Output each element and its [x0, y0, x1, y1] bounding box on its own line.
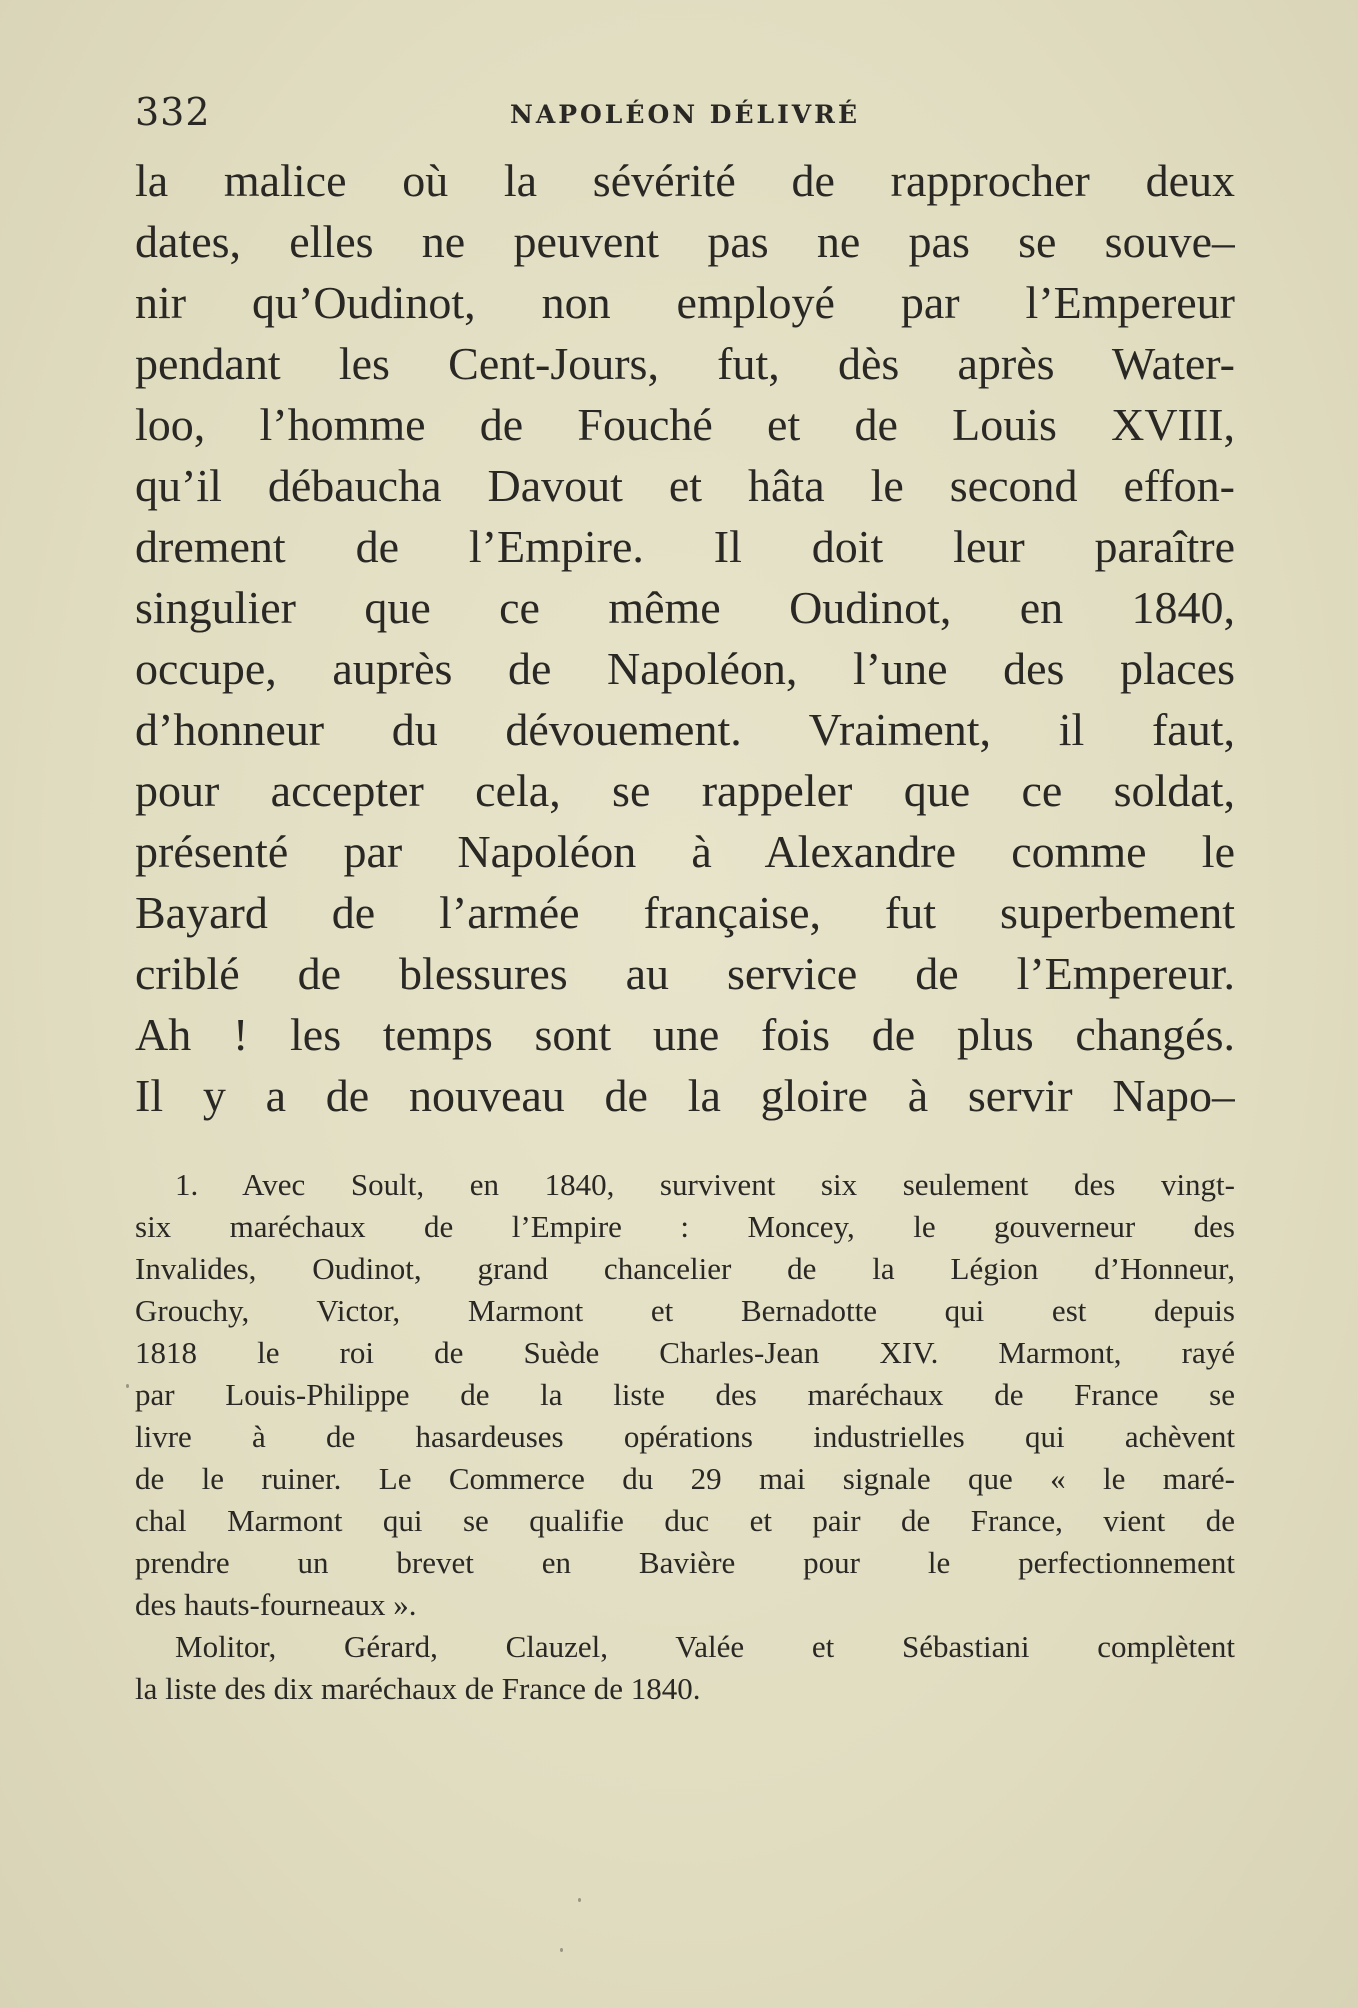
body-line: occupe, auprès de Napoléon, l’une des places — [135, 643, 1235, 694]
footnote-line: la liste des dix maréchaux de France de 1840. — [135, 1671, 701, 1706]
footnote-line: Molitor, Gérard, Clauzel, Valée et Sébastiani complètent — [175, 1629, 1235, 1664]
footnote-line: des hauts-fourneaux ». — [135, 1587, 417, 1622]
footnote-line: chal Marmont qui se qualifie duc et pair de France, vient de — [135, 1503, 1235, 1538]
footnote-line: par Louis-Philippe de la liste des maréchaux de France se — [135, 1377, 1235, 1412]
paper-fleck — [126, 1384, 129, 1388]
footnote-line: prendre un brevet en Bavière pour le perfectionnement — [135, 1545, 1235, 1580]
paper-fleck — [578, 1898, 581, 1902]
body-line: dates, elles ne peuvent pas ne pas se souve– — [135, 216, 1235, 267]
footnote-line: de le ruiner. Le Commerce du 29 mai signale que « le maré- — [135, 1461, 1235, 1496]
running-title: NAPOLÉON DÉLIVRÉ — [509, 100, 861, 129]
body-line: drement de l’Empire. Il doit leur paraître — [135, 521, 1235, 572]
footnote-line: six maréchaux de l’Empire : Moncey, le gouverneur des — [135, 1209, 1235, 1244]
footnote-line: Grouchy, Victor, Marmont et Bernadotte qui est depuis — [135, 1293, 1235, 1328]
body-line: Bayard de l’armée française, fut superbement — [135, 887, 1235, 938]
footnote-line: 1818 le roi de Suède Charles-Jean XIV. Marmont, rayé — [135, 1335, 1235, 1370]
body-line: Il y a de nouveau de la gloire à servir Napo– — [135, 1070, 1235, 1121]
footnote — [135, 1164, 1235, 1710]
body-line: qu’il débaucha Davout et hâta le second effon- — [135, 460, 1235, 511]
page-number: 332 — [135, 90, 211, 134]
footnote-line: livre à de hasardeuses opérations industrielles qui achèvent — [135, 1419, 1235, 1454]
body-line: Ah ! les temps sont une fois de plus changés. — [135, 1009, 1235, 1060]
body-line: criblé de blessures au service de l’Empereur. — [135, 948, 1235, 999]
body-line: pendant les Cent-Jours, fut, dès après Water- — [135, 338, 1235, 389]
body-line: présenté par Napoléon à Alexandre comme le — [135, 826, 1235, 877]
body-line: pour accepter cela, se rappeler que ce soldat, — [135, 765, 1235, 816]
body-line: nir qu’Oudinot, non employé par l’Empereur — [135, 277, 1235, 328]
book-page — [135, 90, 1235, 1710]
body-line: d’honneur du dévouement. Vraiment, il faut, — [135, 704, 1235, 755]
footnote-line: 1. Avec Soult, en 1840, survivent six seulement des vingt- — [175, 1167, 1235, 1202]
body-line: la malice où la sévérité de rapprocher deux — [135, 155, 1235, 206]
body-line: loo, l’homme de Fouché et de Louis XVIII, — [135, 399, 1235, 450]
paper-fleck — [560, 1948, 563, 1952]
footnote-line: Invalides, Oudinot, grand chancelier de la Légion d’Honneur, — [135, 1251, 1235, 1286]
body-line: singulier que ce même Oudinot, en 1840, — [135, 582, 1235, 633]
body-text — [135, 150, 1235, 1126]
running-head — [135, 90, 1235, 138]
